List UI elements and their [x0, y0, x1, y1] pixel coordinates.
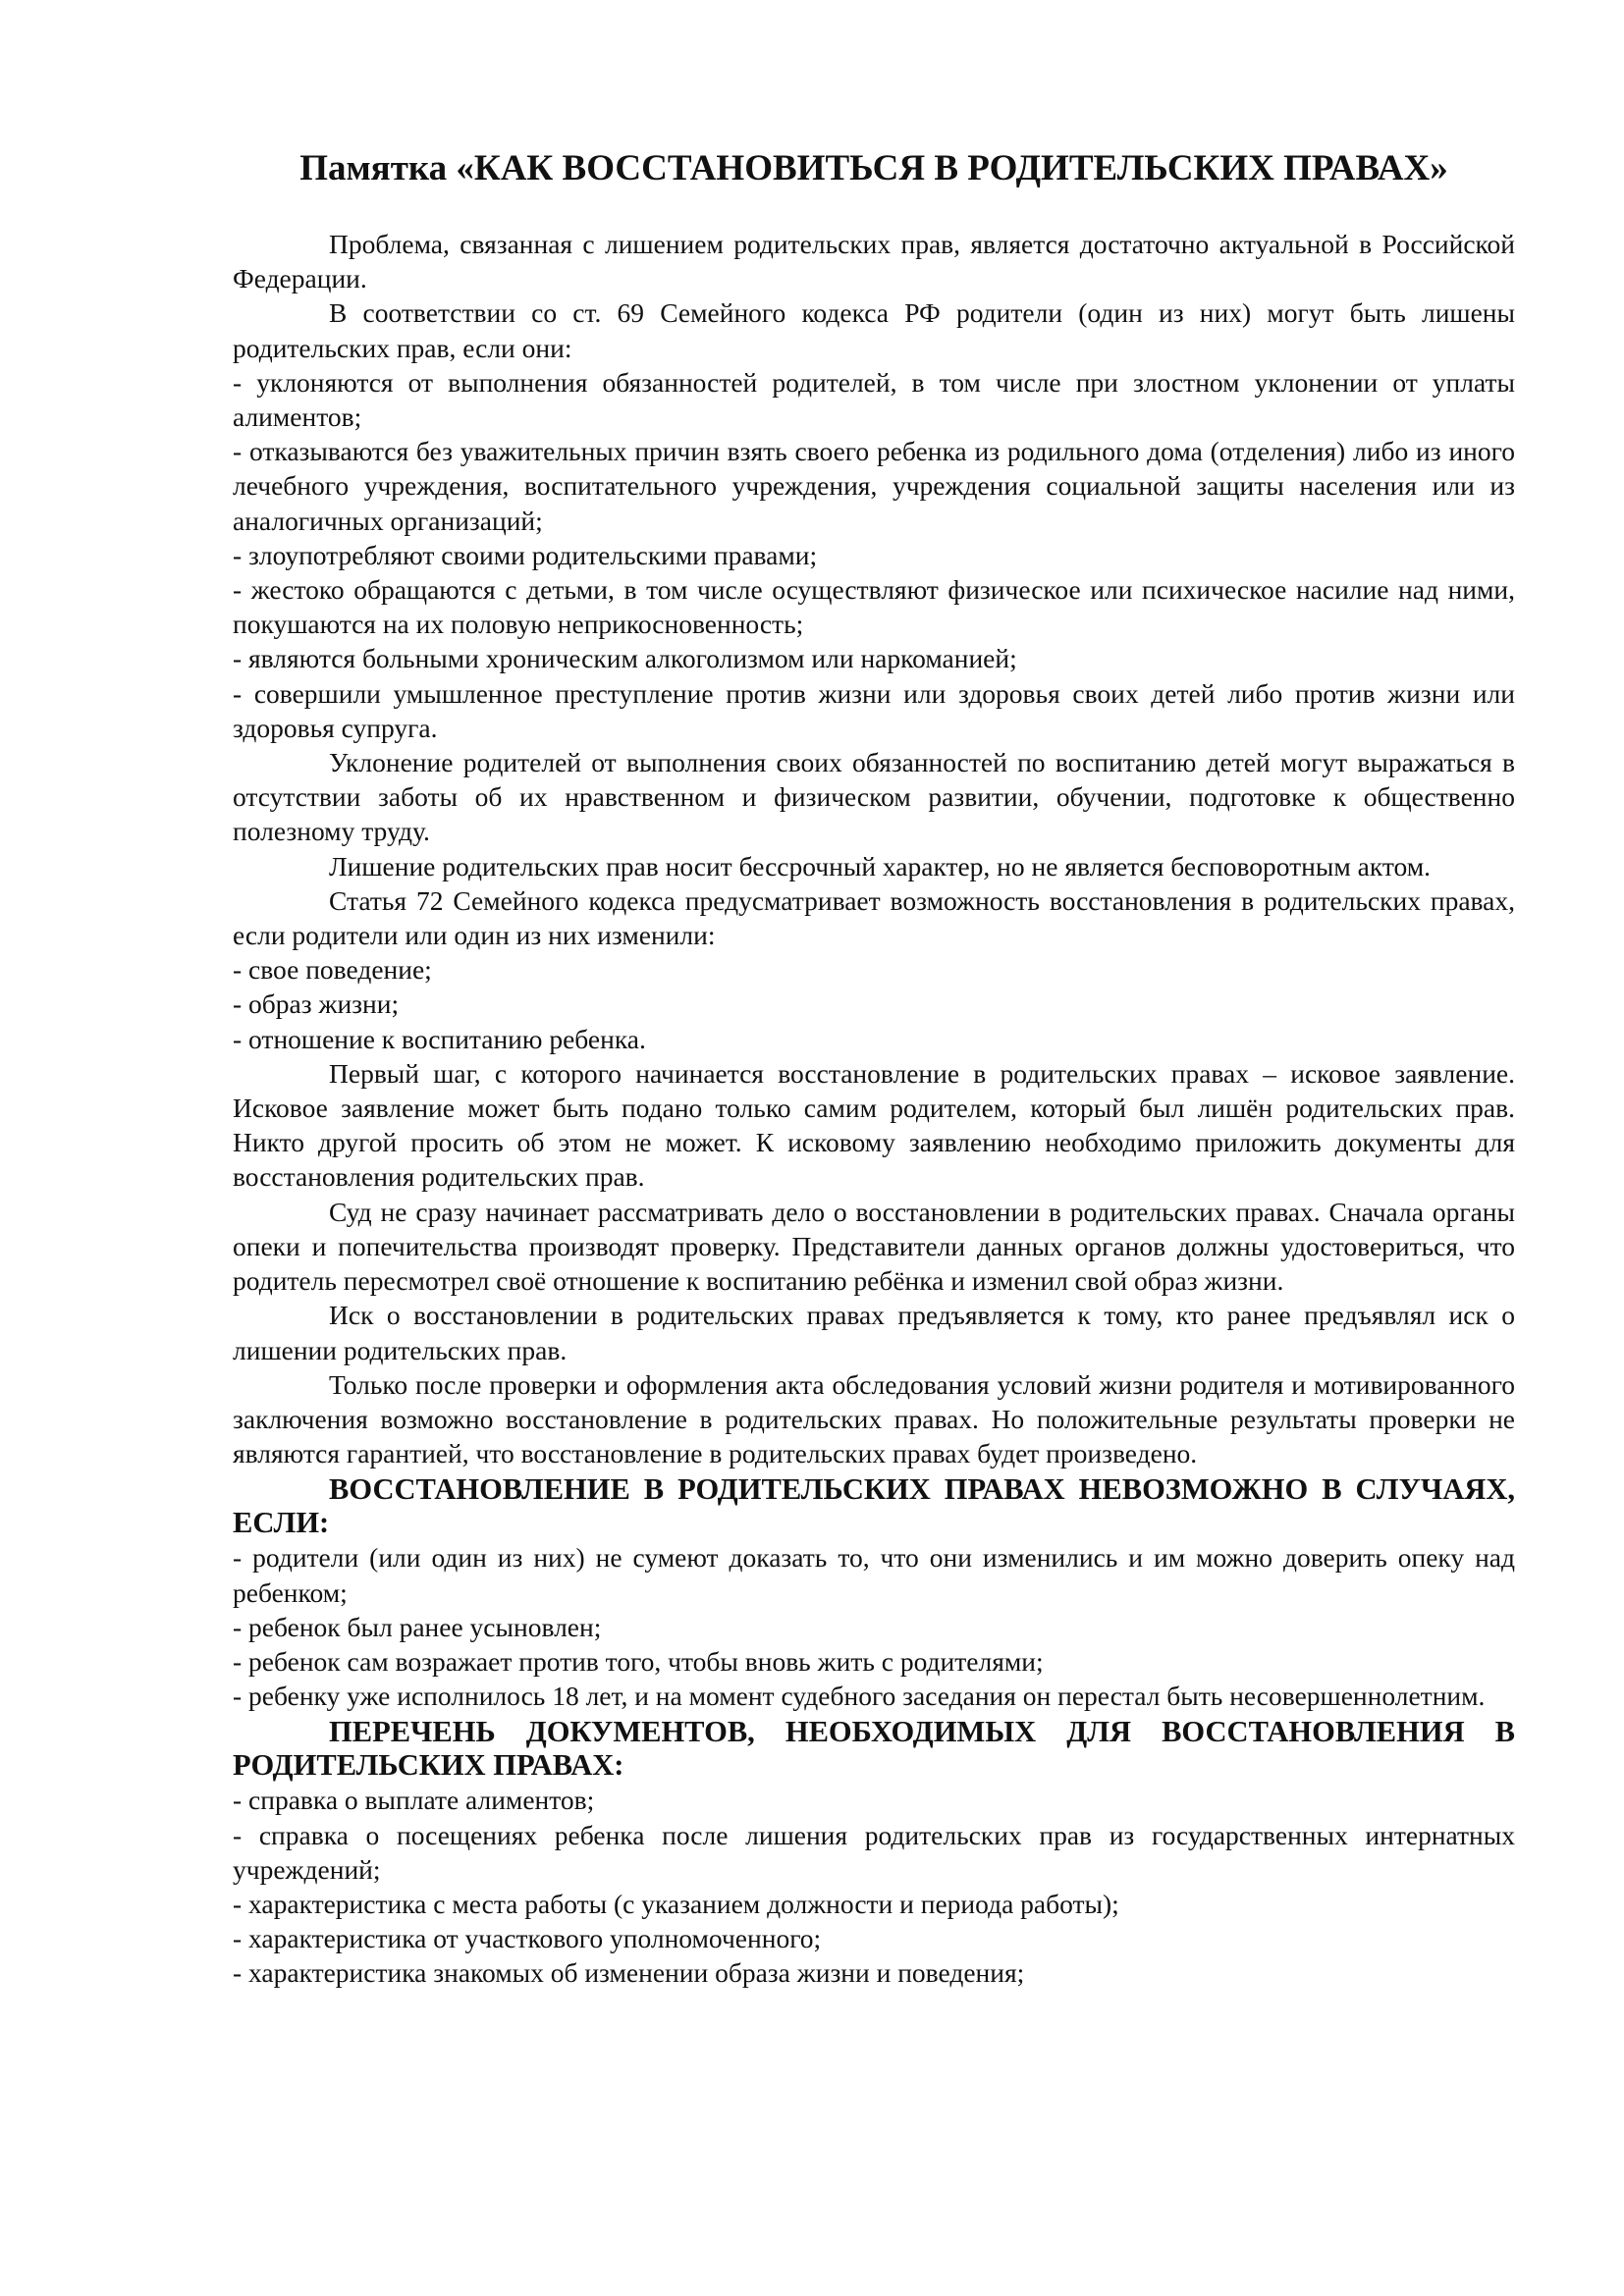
list-item: - свое поведение; — [233, 954, 432, 986]
after-check-paragraph: Только после проверки и оформления акта обследования условий жизни родителя и мотивированного заключения возможно восстановление в родительских правах. Но положительные результаты проверки не являются гарантией, что восстановление в родительских правах будет произведено. — [233, 1368, 1515, 1469]
list-item: - ребенок был ранее усыновлен; — [233, 1611, 602, 1642]
court-paragraph: Суд не сразу начинает рассматривать дело о восстановлении в родительских правах. Сначала органы опеки и попечительства производят проверку. Представители данных органов должны удостовериться, что родитель пересмотрел своё отношение к воспитанию ребёнка и изменил свой образ жизни. — [233, 1196, 1515, 1297]
not-irreversible-paragraph: Лишение родительских прав носит бессрочный характер, но не является бесповоротным актом. — [329, 850, 1431, 881]
list-item: - ребенку уже исполнилось 18 лет, и на момент судебного заседания он перестал быть несовершеннолетним. — [233, 1681, 1486, 1712]
list-item: - отказываются без уважительных причин взять своего ребенка из родильного дома (отделения) либо из иного лечебного учреждения, воспитательного учреждения, учреждения социальной защиты населения или из аналогичных организаций; — [233, 436, 1515, 536]
list-item: - образ жизни; — [233, 988, 400, 1020]
list-item: - характеристика знакомых об изменении образа жизни и поведения; — [233, 1957, 1025, 1989]
document-page — [233, 147, 1515, 1991]
list-item: - ребенок сам возражает против того, чтобы вновь жить с родителями; — [233, 1645, 1044, 1677]
list-item: - являются больными хроническим алкоголизмом или наркоманией; — [233, 643, 1017, 674]
list-item: - характеристика от участкового уполномоченного; — [233, 1923, 822, 1954]
evasion-paragraph: Уклонение родителей от выполнения своих обязанностей по воспитанию детей могут выражаться в отсутствии заботы об их нравственном и физическом развитии, обучении, подготовке к общественно полезному труду. — [233, 747, 1515, 847]
list-item: - злоупотребляют своими родительскими правами; — [233, 539, 818, 570]
article-69-paragraph: В соответствии со ст. 69 Семейного кодекса РФ родители (один из них) могут быть лишены родительских прав, если они: — [233, 297, 1515, 363]
documents-list — [233, 1783, 1515, 1990]
list-item: - совершили умышленное преступление против жизни или здоровья своих детей либо против жизни или здоровья супруга. — [233, 677, 1515, 743]
list-item: - родители (или один из них) не сумеют доказать то, что они изменились и им можно доверить опеку над ребенком; — [233, 1542, 1515, 1608]
document-title: Памятка «КАК ВОССТАНОВИТЬСЯ В РОДИТЕЛЬСКИХ ПРАВАХ» — [299, 148, 1448, 188]
impossible-heading: ВОССТАНОВЛЕНИЕ В РОДИТЕЛЬСКИХ ПРАВАХ НЕВОЗМОЖНО В СЛУЧАЯХ, ЕСЛИ: — [233, 1472, 1515, 1540]
documents-heading: ПЕРЕЧЕНЬ ДОКУМЕНТОВ, НЕОБХОДИМЫХ ДЛЯ ВОССТАНОВЛЕНИЯ В РОДИТЕЛЬСКИХ ПРАВАХ: — [233, 1715, 1515, 1783]
changes-list — [233, 952, 1515, 1056]
list-item: - справка о выплате алиментов; — [233, 1785, 595, 1816]
impossible-list — [233, 1540, 1515, 1713]
list-item: - справка о посещениях ребенка после лишения родительских прав из государственных интернатных учреждений; — [233, 1819, 1515, 1885]
list-item: - жестоко обращаются с детьми, в том числе осуществляют физическое или психическое насилие над ними, покушаются на их половую неприкосновенность; — [233, 574, 1515, 640]
list-item: - отношение к воспитанию ребенка. — [233, 1023, 646, 1054]
list-item: - уклоняются от выполнения обязанностей родителей, в том числе при злостном уклонении от уплаты алиментов; — [233, 366, 1515, 433]
grounds-list — [233, 365, 1515, 745]
first-step-paragraph: Первый шаг, с которого начинается восстановление в родительских правах – исковое заявление. Исковое заявление может быть подано только самим родителем, который был лишён родительских прав. Никто другой просить об этом не может. К исковому заявлению необходимо приложить документы для восстановления родительских прав. — [233, 1057, 1515, 1193]
article-72-paragraph: Статья 72 Семейного кодекса предусматривает возможность восстановления в родительских правах, если родители или один из них изменили: — [233, 884, 1515, 951]
claim-paragraph: Иск о восстановлении в родительских правах предъявляется к тому, кто ранее предъявлял иск о лишении родительских прав. — [233, 1300, 1515, 1365]
list-item: - характеристика с места работы (с указанием должности и периода работы); — [233, 1888, 1119, 1919]
intro-paragraph: Проблема, связанная с лишением родительских прав, является достаточно актуальной в Российской Федерации. — [233, 229, 1515, 294]
